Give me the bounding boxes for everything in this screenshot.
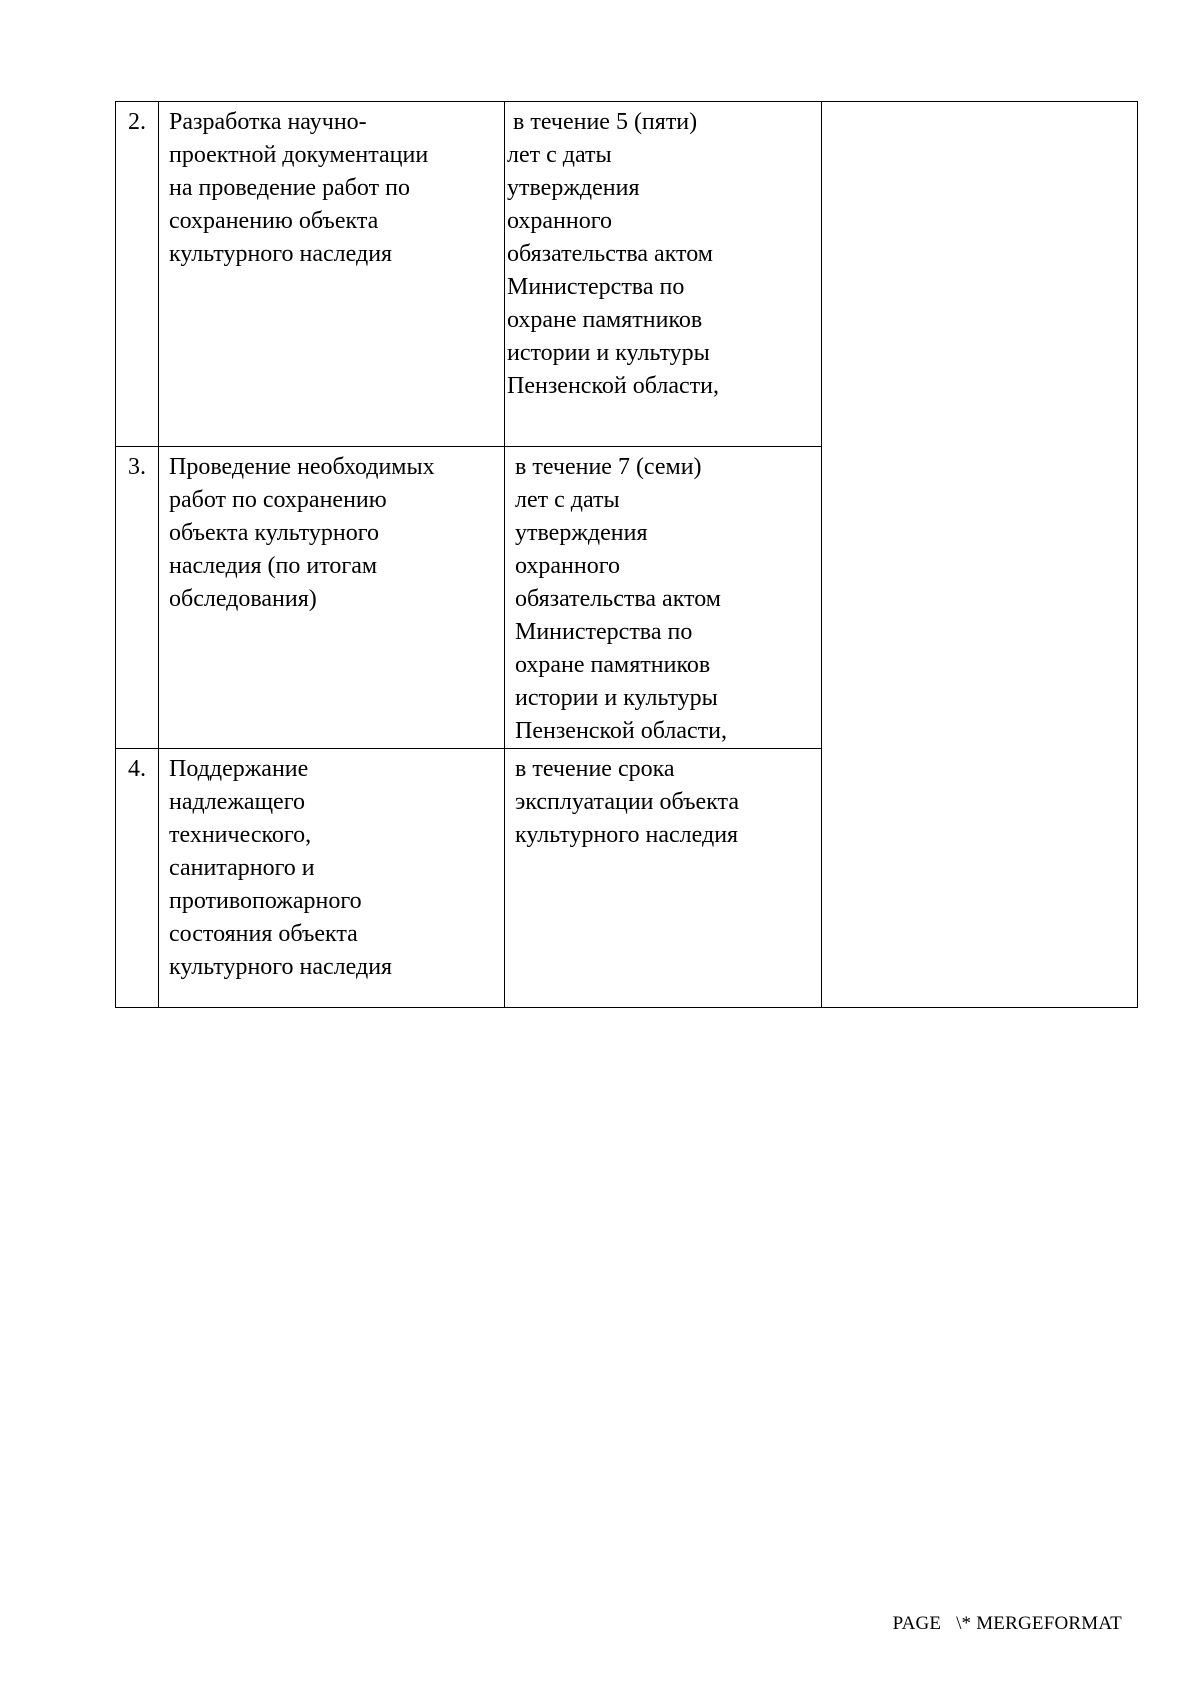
term-cell [505,447,822,749]
work-line: Проведение необходимых [169,454,435,480]
work-line: на проведение работ по [169,175,410,201]
work-line: работ по сохранению [169,487,387,513]
term-line: охране памятников [507,307,703,333]
table-row [116,102,1138,447]
term-line: обязательства актом [507,241,713,267]
work-line: надлежащего [169,789,305,815]
work-description-cell [159,447,505,749]
work-line: технического, [169,822,312,848]
term-line: Пензенской области, [507,373,719,399]
term-line: в течение 7 (семи) [515,454,702,480]
row-number: 3. [116,447,159,749]
term-line: лет с даты [515,487,620,513]
work-line: Разработка научно- [169,109,367,135]
work-line: объекта культурного [169,520,379,546]
term-line: охранного [515,553,620,579]
term-line: охранного [507,208,612,234]
work-line: Поддержание [169,756,309,782]
term-line: в течение 5 (пяти) [507,109,698,135]
term-line: Министерства по [507,274,685,300]
term-cell [505,749,822,1008]
work-line: противопожарного [169,888,362,914]
work-line: проектной документации [169,142,429,168]
work-line: культурного наследия [169,954,393,980]
term-line: охране памятников [515,652,711,678]
work-description-cell [159,749,505,1008]
term-line: культурного наследия [515,822,739,848]
term-line: утверждения [507,175,640,201]
work-line: культурного наследия [169,241,393,267]
term-line: эксплуатации объекта [515,789,739,815]
work-line: обследования) [169,586,317,612]
term-line: истории и культуры [507,340,710,366]
term-cell [505,102,822,447]
notes-cell [822,102,1138,1008]
obligations-table [115,101,1138,1008]
row-number: 2. [116,102,159,447]
work-line: сохранению объекта [169,208,379,234]
row-number: 4. [116,749,159,1008]
work-line: санитарного и [169,855,315,881]
term-line: утверждения [515,520,648,546]
term-line: истории и культуры [515,685,718,711]
term-line: обязательства актом [515,586,721,612]
work-description-cell [159,102,505,447]
term-line: в течение срока [515,756,675,782]
work-line: состояния объекта [169,921,358,947]
page-footer: PAGE \* MERGEFORMAT [892,1613,1122,1634]
term-line: лет с даты [507,142,612,168]
term-line: Министерства по [515,619,693,645]
work-line: наследия (по итогам [169,553,378,579]
term-line: Пензенской области, [515,718,727,744]
